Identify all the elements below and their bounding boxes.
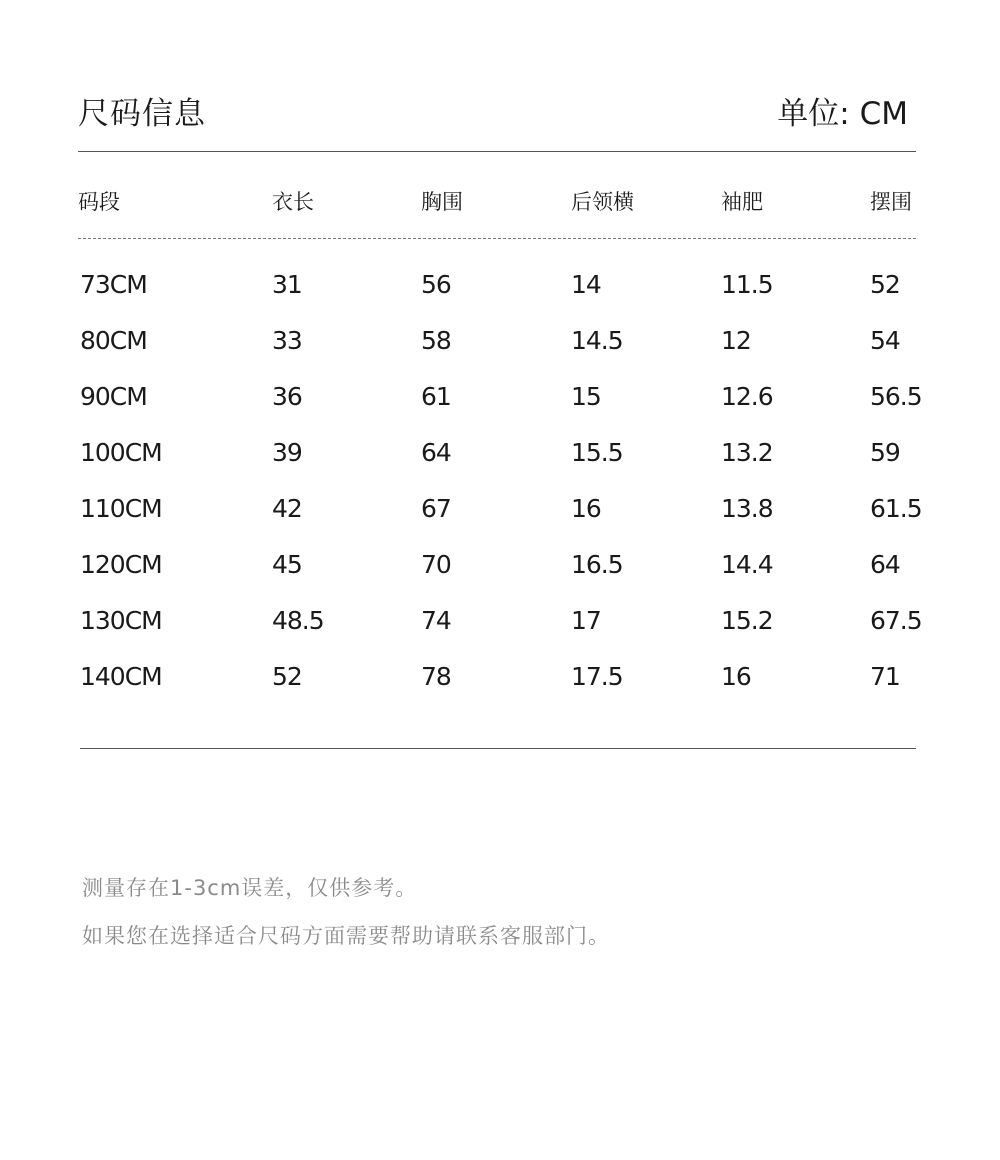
table-row: [0, 606, 1000, 640]
header-dashed-divider: [78, 238, 916, 239]
cell-size: 100CM: [80, 438, 162, 467]
bottom-divider: [80, 748, 916, 749]
cell-neck-width: 14: [571, 270, 601, 299]
cell-chest: 70: [421, 550, 451, 579]
column-header-neck-width: 后领横: [571, 190, 634, 214]
cell-neck-width: 15: [571, 382, 601, 411]
cell-size: 120CM: [80, 550, 162, 579]
cell-length: 48.5: [272, 606, 324, 635]
cell-length: 39: [272, 438, 302, 467]
help-note: 如果您在选择适合尺码方面需要帮助请联系客服部门。: [82, 924, 610, 948]
table-row: [0, 494, 1000, 528]
column-header-chest: 胸围: [421, 190, 463, 214]
table-row: [0, 438, 1000, 472]
column-header-sleeve-width: 袖肥: [721, 190, 763, 214]
cell-sleeve-width: 13.2: [721, 438, 773, 467]
top-divider: [78, 151, 916, 152]
cell-chest: 74: [421, 606, 451, 635]
table-header: [0, 186, 1000, 216]
cell-size: 110CM: [80, 494, 162, 523]
cell-hem: 64: [870, 550, 900, 579]
cell-length: 45: [272, 550, 302, 579]
cell-chest: 78: [421, 662, 451, 691]
cell-size: 130CM: [80, 606, 162, 635]
cell-hem: 71: [870, 662, 900, 691]
cell-neck-width: 14.5: [571, 326, 623, 355]
column-header-hem: 摆围: [870, 190, 912, 214]
table-row: [0, 326, 1000, 360]
column-header-size: 码段: [78, 190, 120, 214]
cell-sleeve-width: 16: [721, 662, 751, 691]
cell-chest: 58: [421, 326, 451, 355]
cell-neck-width: 17: [571, 606, 601, 635]
page-title: 尺码信息: [78, 96, 206, 132]
cell-neck-width: 16: [571, 494, 601, 523]
cell-chest: 56: [421, 270, 451, 299]
measurement-note: 测量存在1-3cm误差，仅供参考。: [82, 876, 418, 900]
cell-hem: 56.5: [870, 382, 922, 411]
cell-hem: 59: [870, 438, 900, 467]
cell-chest: 67: [421, 494, 451, 523]
cell-length: 52: [272, 662, 302, 691]
cell-sleeve-width: 15.2: [721, 606, 773, 635]
cell-size: 80CM: [80, 326, 147, 355]
cell-hem: 67.5: [870, 606, 922, 635]
table-row: [0, 550, 1000, 584]
cell-chest: 64: [421, 438, 451, 467]
cell-sleeve-width: 14.4: [721, 550, 773, 579]
column-header-length: 衣长: [272, 190, 314, 214]
cell-sleeve-width: 12: [721, 326, 751, 355]
cell-sleeve-width: 13.8: [721, 494, 773, 523]
cell-chest: 61: [421, 382, 451, 411]
cell-neck-width: 17.5: [571, 662, 623, 691]
table-row: [0, 270, 1000, 304]
cell-neck-width: 15.5: [571, 438, 623, 467]
cell-size: 90CM: [80, 382, 147, 411]
unit-label: 单位: CM: [777, 96, 908, 132]
cell-neck-width: 16.5: [571, 550, 623, 579]
cell-sleeve-width: 11.5: [721, 270, 773, 299]
cell-length: 31: [272, 270, 302, 299]
cell-length: 42: [272, 494, 302, 523]
cell-length: 33: [272, 326, 302, 355]
cell-sleeve-width: 12.6: [721, 382, 773, 411]
cell-length: 36: [272, 382, 302, 411]
cell-size: 140CM: [80, 662, 162, 691]
table-row: [0, 662, 1000, 696]
cell-hem: 61.5: [870, 494, 922, 523]
cell-hem: 54: [870, 326, 900, 355]
cell-hem: 52: [870, 270, 900, 299]
table-row: [0, 382, 1000, 416]
cell-size: 73CM: [80, 270, 147, 299]
